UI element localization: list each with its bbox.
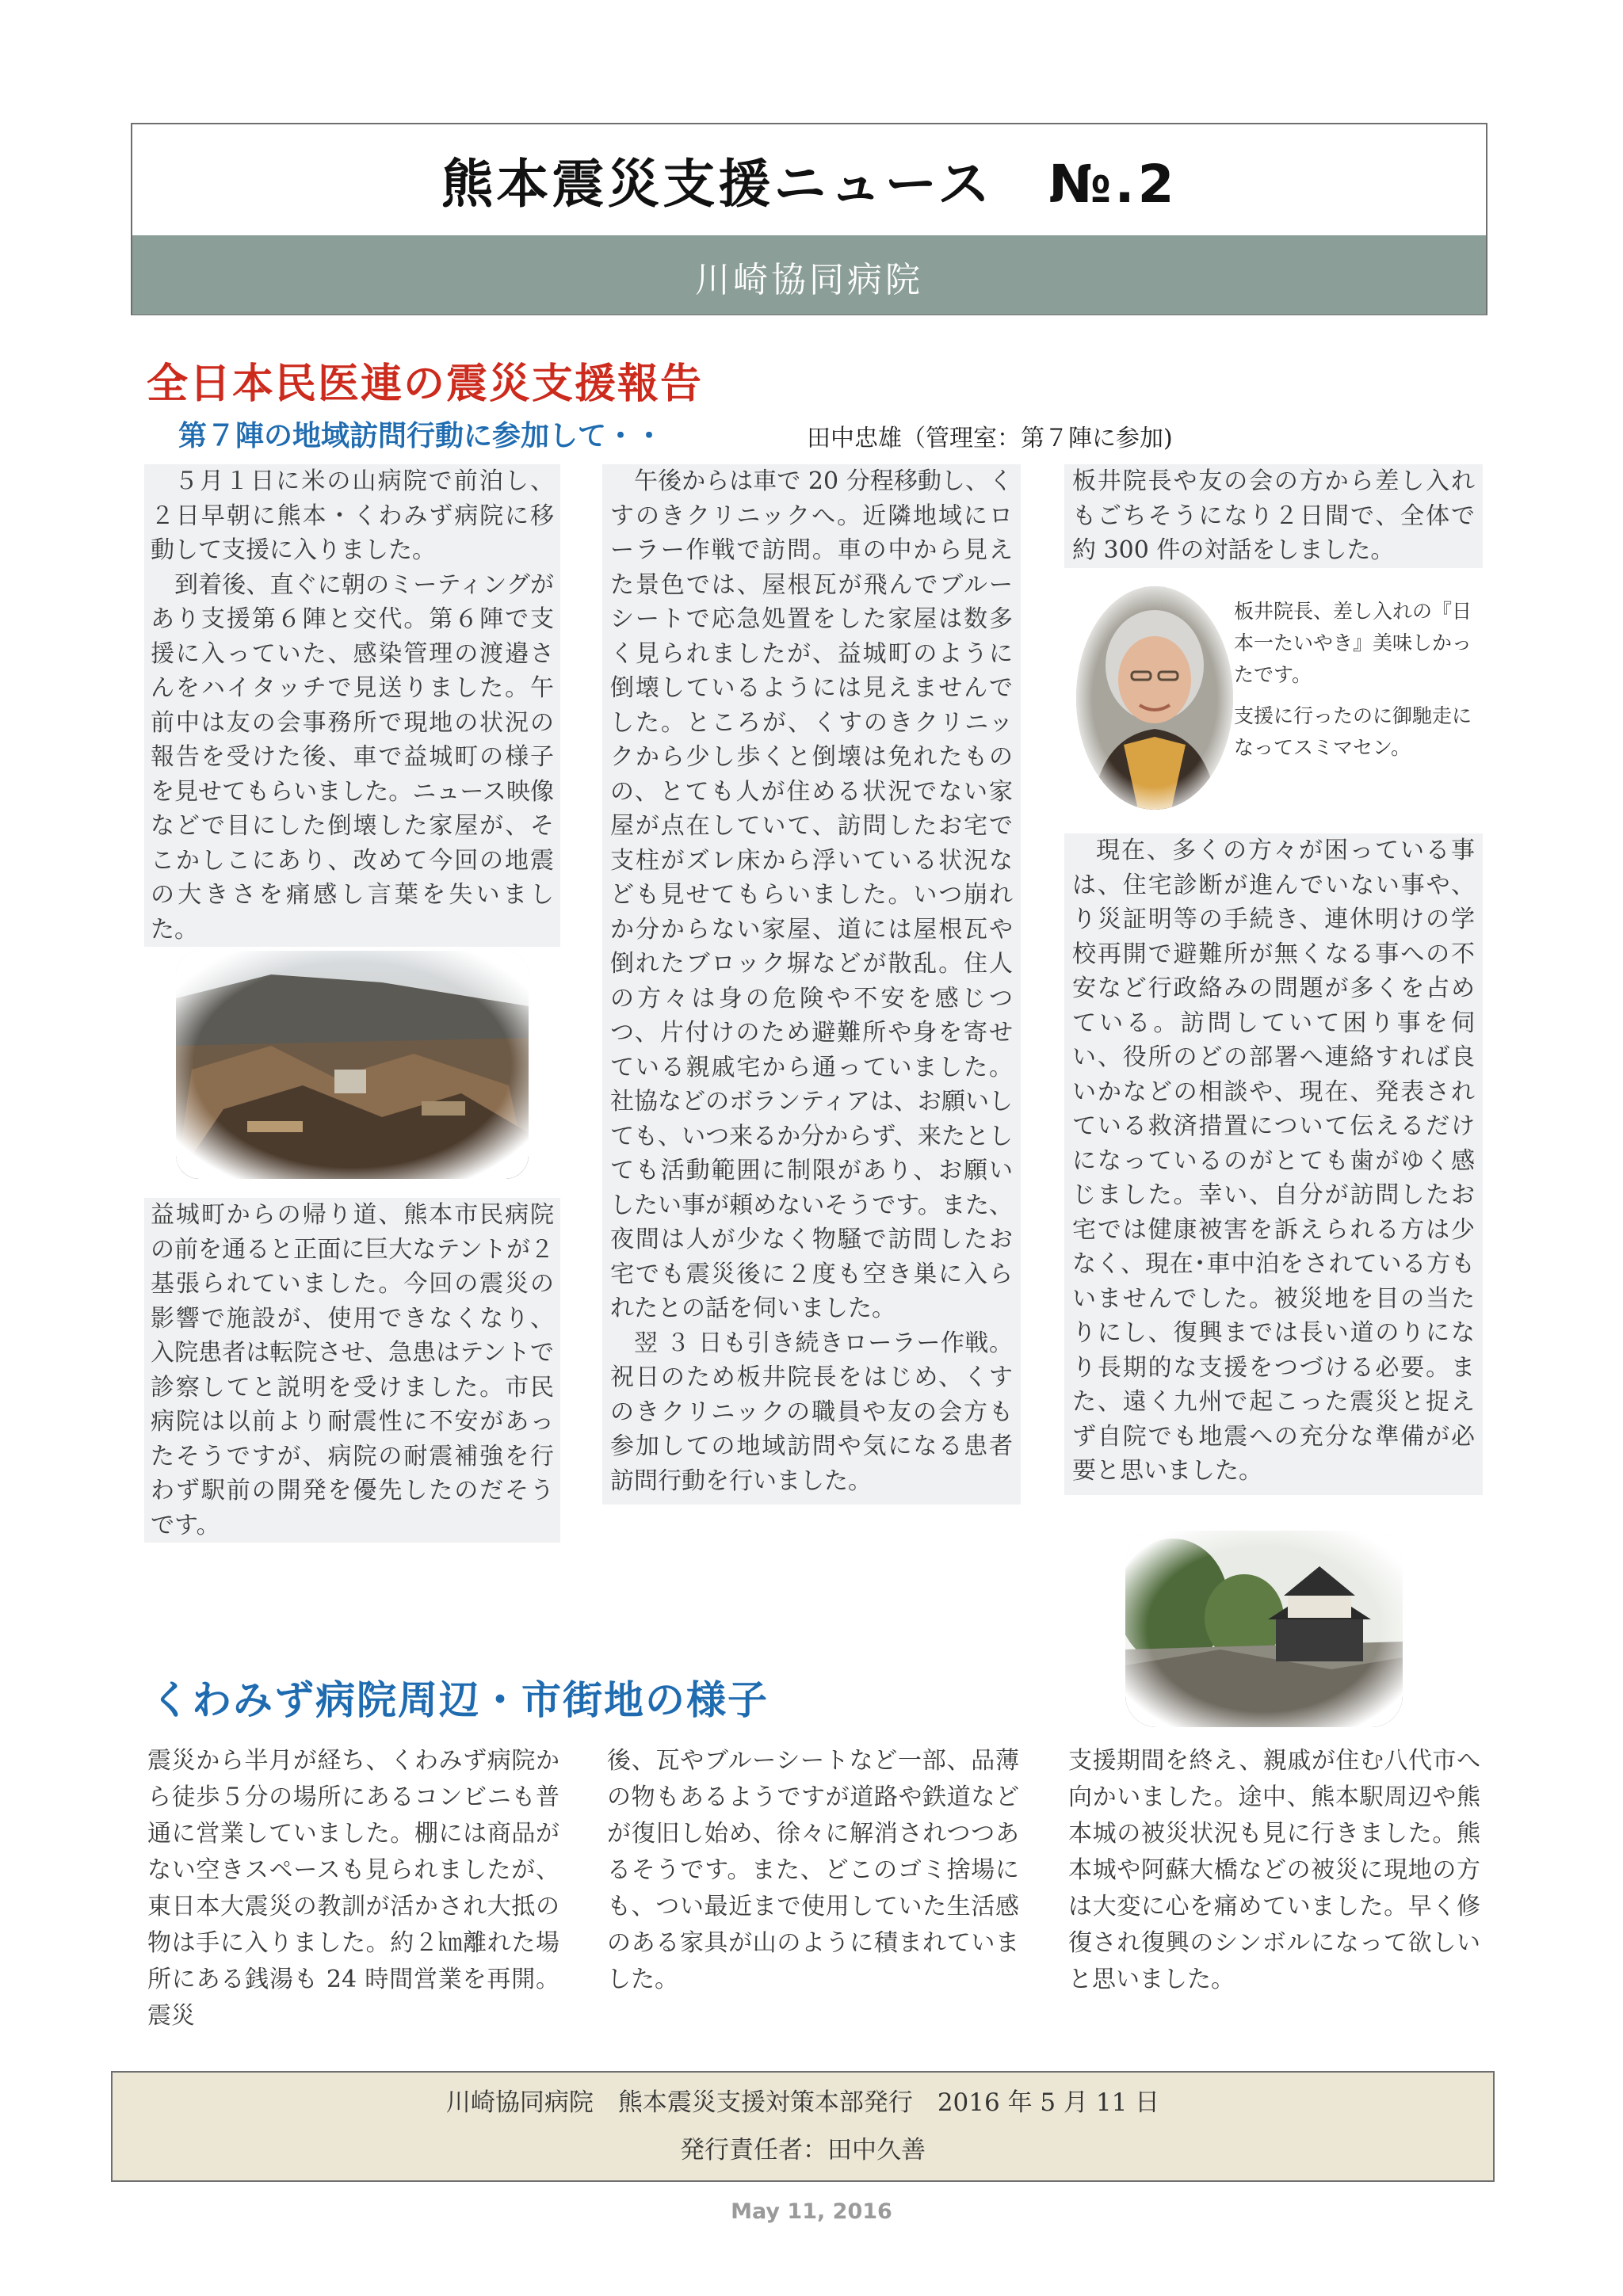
page-date: May 11, 2016	[731, 2199, 892, 2224]
header-band	[132, 235, 1486, 315]
article-column-3-bottom	[1064, 833, 1483, 1495]
paragraph: 板井院長や友の会の方から差し入れもごちそうになり２日間で、全体で約 300 件の対話をしました。	[1072, 467, 1475, 564]
section1-author: 田中忠雄（管理室：第７陣に参加)	[807, 425, 1173, 452]
collapsed-houses-photo	[176, 951, 529, 1179]
photo-caption	[1234, 596, 1487, 773]
paragraph: 支援期間を終え、親戚が住む八代市へ向かいました。途中、熊本駅周辺や熊本城の被災状況も見に行きました。熊本城や阿蘇大橋などの被災に現地の方は大変に心を痛めていました。早く修復され復興のシンボルになって欲しいと思いました。	[1068, 1747, 1480, 1993]
section2-column-1	[147, 1743, 559, 2035]
section1-title: 全日本民医連の震災支援報告	[147, 360, 704, 408]
caption-line: 板井院長、差し入れの『日本一たいやき』美味しかったです。	[1234, 600, 1472, 686]
paragraph: ５月１日に米の山病院で前泊し、２日早朝に熊本・くわみず病院に移動して支援に入りました。	[151, 467, 554, 564]
paragraph: 到着後、直ぐに朝のミーティングがあり支援第６陣と交代。第６陣で支援に入っていた、感染管理の渡邉さんをハイタッチで見送りました。午前中は友の会事務所で現地の状況の報告を受けた後、車で益城町の様子を見せてもらいました。ニュース映像などで目にした倒壊した家屋が、そこかしこにあり、改めて今回の地震の大きさを痛感し言葉を失いました。	[151, 570, 554, 944]
paragraph: 現在、多くの方々が困っている事は、住宅診断が進んでいない事や、り災証明等の手続き、連休明けの学校再開で避難所が無くなる事への不安など行政絡みの問題が多くを占めている。訪問していて困り事を伺い、役所のどの部署へ連絡すれば良いかなどの相談や、現在、発表されている救済措置について伝えるだけになっているのがとても歯がゆく感じました。幸い、自分が訪問したお宅では健康被害を訴えられる方は少なく、現在･車中泊をされている方もいませんでした。被災地を目の当たりにし、復興までは長い道のりになり長期的な支援をつづける必要。また、遠く九州で起こった震災と捉えず自院でも地震への充分な準備が必要と思いました。	[1072, 837, 1475, 1485]
hospital-name: 川崎協同病院	[695, 260, 923, 300]
paragraph: 午後からは車で 20 分程移動し、くすのきクリニックへ。近隣地域にローラー作戦で訪問。車の中から見えた景色では、屋根瓦が飛んでブルーシートで応急処置をした家屋は数多く見られましたが、益城町のように倒壊しているようには見えませんでした。ところが、くすのきクリニックから少し歩くと倒壊は免れたものの、とても人が住める状況でない家屋が点在していて、訪問したお宅で支柱がズレ床から浮いている状況なども見せてもらいました。いつ崩れか分からない家屋、道には屋根瓦や倒れたブロック塀などが散乱。住人の方々は身の危険や不安を感じつつ、片付けのため避難所や身を寄せている親戚宅から通っていました。社協などのボランティアは、お願いしても、いつ来るか分からず、来たとしても活動範囲に制限があり、お願いしたい事が頼めないそうです。また、夜間は人が少なく物騒で訪問したお宅でも震災後に２度も空き巣に入られたとの話を伺いました。	[610, 467, 1013, 1322]
kumamoto-castle-photo	[1125, 1531, 1403, 1727]
paragraph: 翌 ３ 日も引き続きローラー作戦。祝日のため板井院長をはじめ、くすのきクリニックの職員や友の会方も参加しての地域訪問や気になる患者訪問行動を行いました。	[610, 1329, 1013, 1495]
publisher-footer	[111, 2071, 1495, 2182]
article-column-1-bottom	[144, 1198, 560, 1543]
article-column-1-top	[144, 464, 560, 947]
section2-column-3	[1068, 1743, 1480, 1998]
caption-line: 支援に行ったのに御馳走になってスミマセン。	[1234, 704, 1472, 759]
newsletter-title: 熊本震災支援ニュース №.2	[441, 154, 1178, 215]
newsletter-header	[131, 123, 1487, 315]
director-portrait-photo	[1076, 586, 1233, 810]
paragraph: 震災から半月が経ち、くわみず病院から徒歩５分の場所にあるコンビニも普通に営業していました。棚には商品がない空きスペースも見られましたが、東日本大震災の教訓が活かされ大抵の物は手に入りました。約２㎞離れた場所にある銭湯も 24 時間営業を再開。震災	[147, 1747, 559, 2030]
publisher-line: 川崎協同病院 熊本震災支援対策本部発行 2016 年 5 月 11 日	[445, 2088, 1160, 2117]
paragraph: 益城町からの帰り道、熊本市民病院の前を通ると正面に巨大なテントが２基張られていました。今回の震災の影響で施設が、使用できなくなり、入院患者は転院させ、急患はテントで診察してと説明を受けました。市民病院は以前より耐震性に不安があったそうですが、病院の耐震補強を行わず駅前の開発を優先したのだそうです。	[151, 1201, 554, 1539]
section2-column-2	[607, 1743, 1019, 1998]
editor-line: 発行責任者：田中久善	[680, 2136, 926, 2164]
article-column-2	[602, 464, 1021, 1505]
article-column-3-top	[1064, 464, 1483, 568]
section2-title: くわみず病院周辺・市街地の様子	[151, 1677, 769, 1723]
section1-subtitle: 第７陣の地域訪問行動に参加して・・	[178, 420, 664, 452]
paragraph: 後、瓦やブルーシートなど一部、品薄の物もあるようですが道路や鉄道などが復旧し始め、徐々に解消されつつあるそうです。また、どこのゴミ捨場にも、つい最近まで使用していた生活感のある家具が山のように積まれていました。	[607, 1747, 1019, 1993]
